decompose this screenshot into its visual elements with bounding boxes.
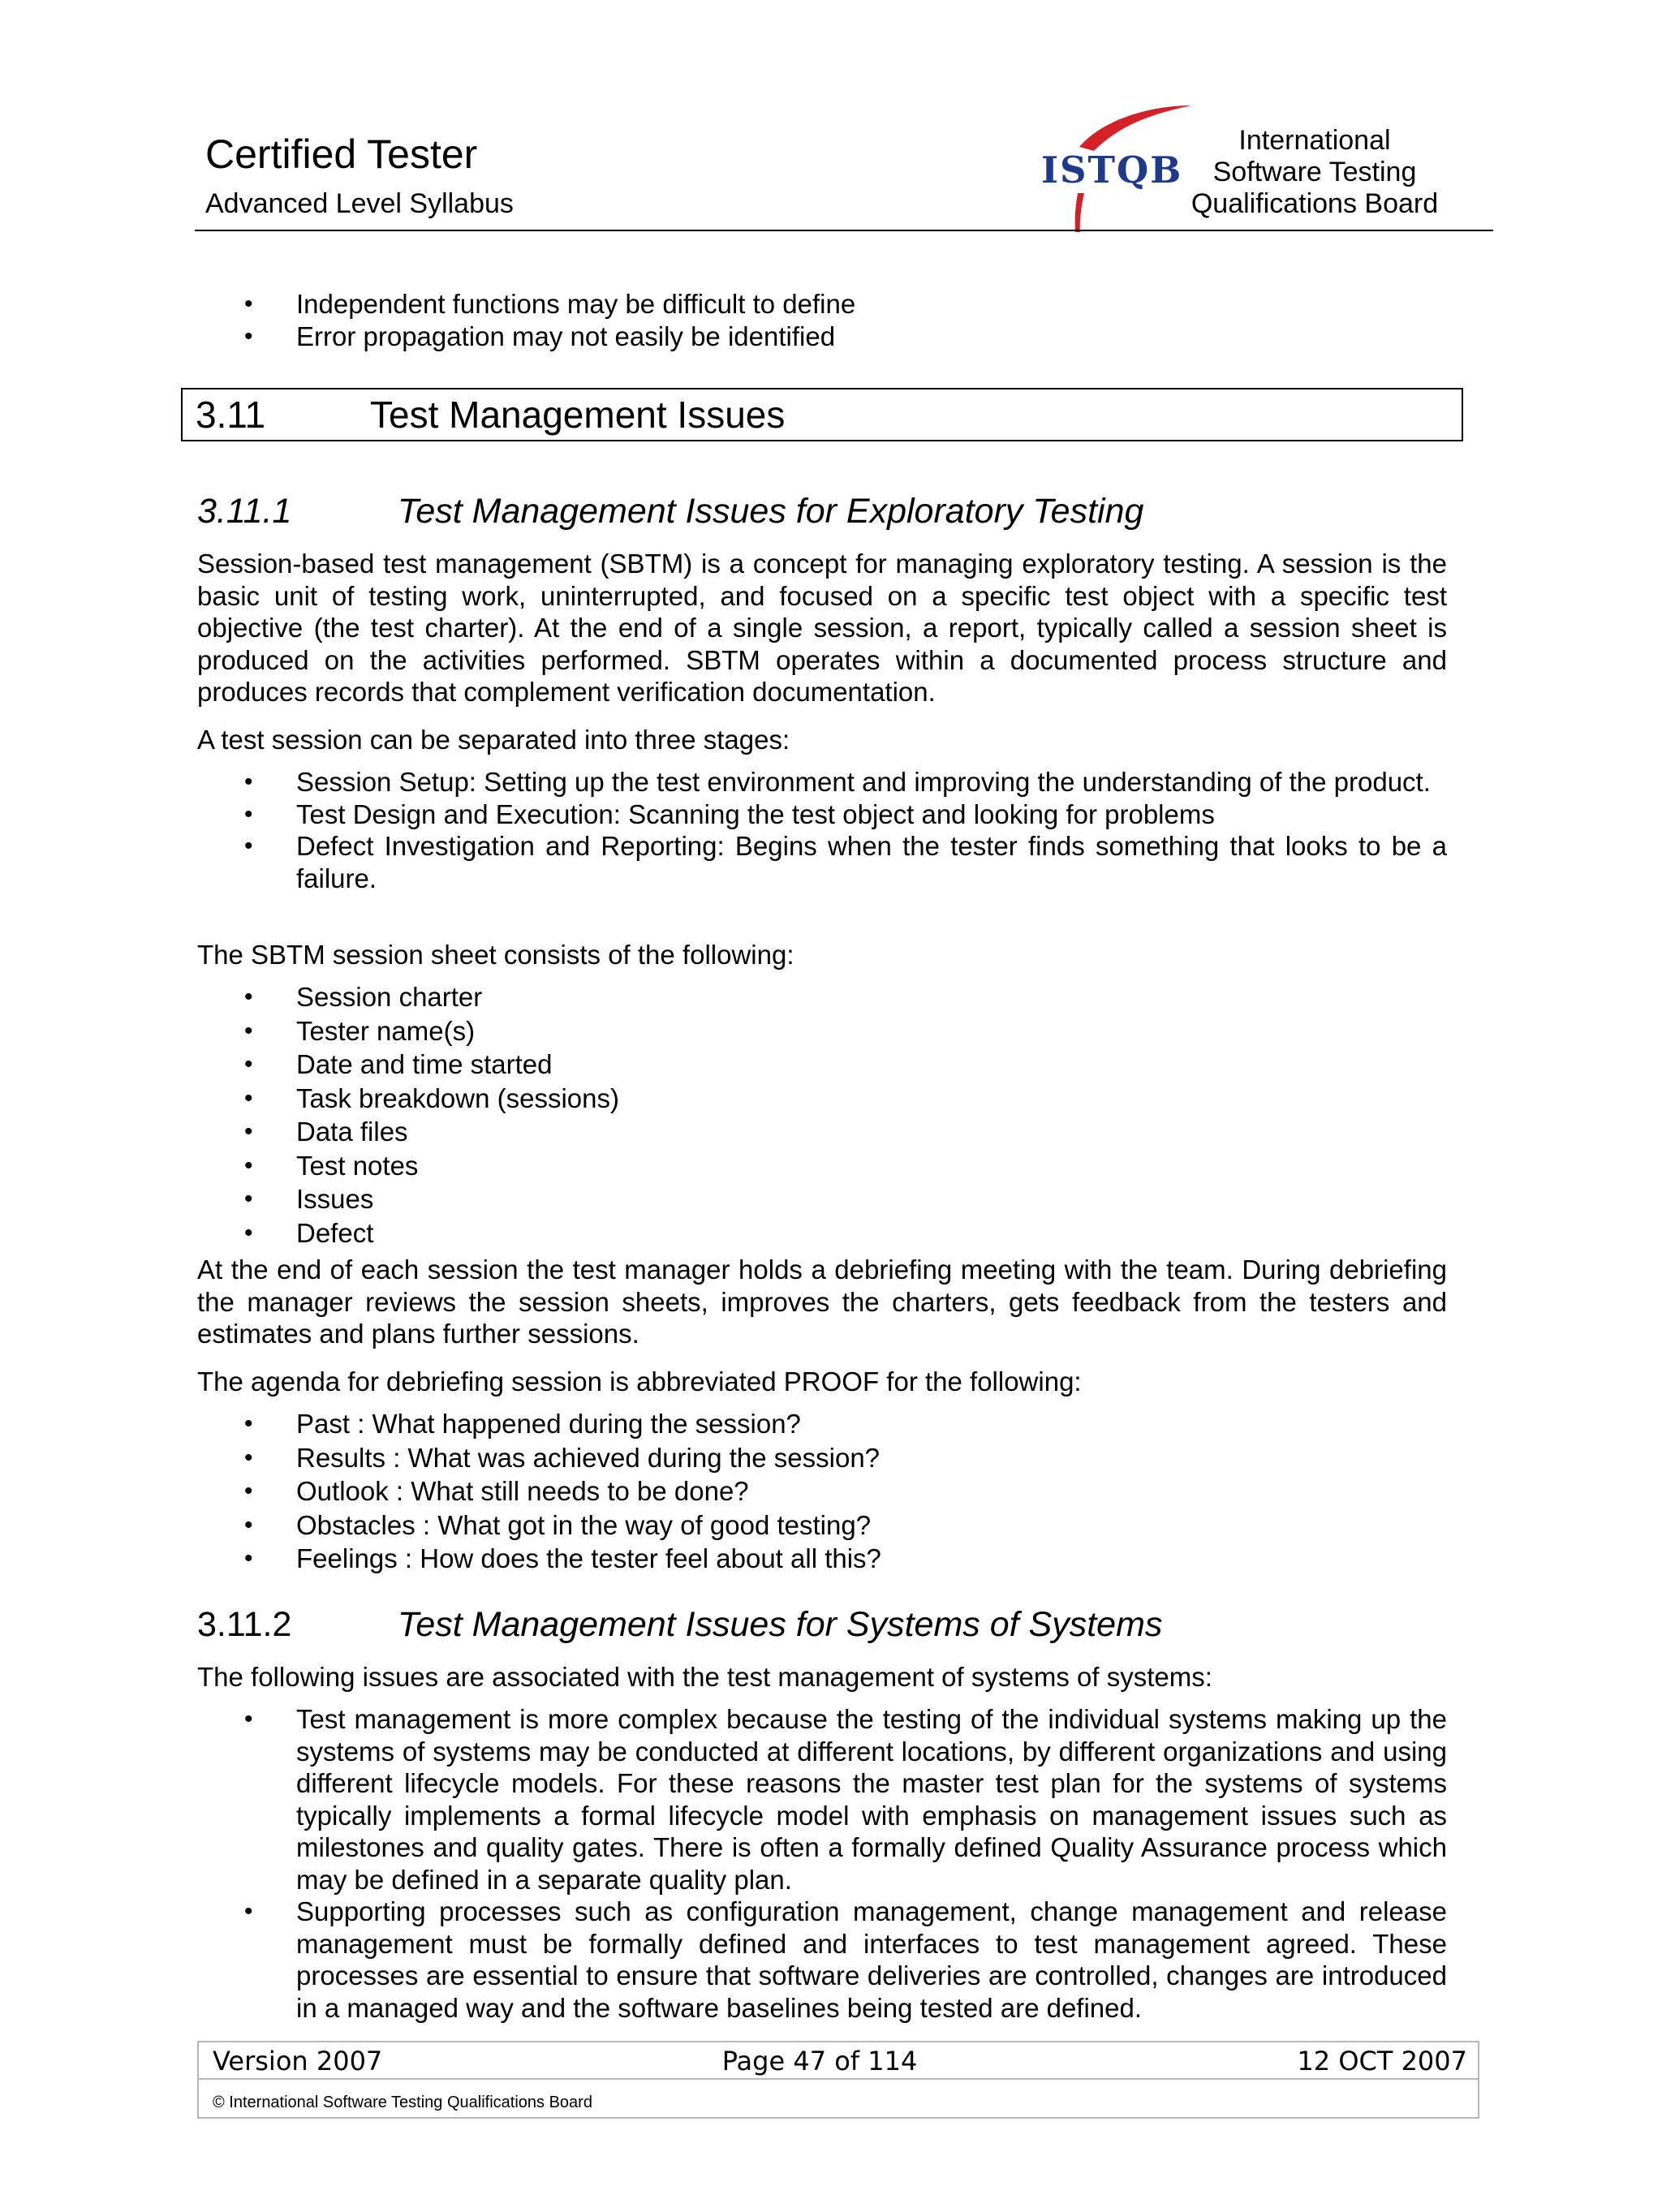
paragraph-debriefing: At the end of each session the test manager holds a debriefing meeting with the team. During debriefing the manager reviews the session sheets, improves the charters, gets feedback from the testers and estimates and plans further sessions. [197, 1254, 1447, 1349]
list-item: • Tester name(s) [197, 1014, 1447, 1048]
list-item: • Test notes [197, 1149, 1447, 1183]
subsection-number: 3.11.1 [197, 492, 292, 531]
paragraph-proof-intro: The agenda for debriefing session is abbreviated PROOF for the following: [197, 1366, 1082, 1396]
org-line-1: International [1238, 125, 1391, 156]
list-item: • Feelings : How does the tester feel about all this? [197, 1542, 1447, 1576]
footer-copyright: © International Software Testing Qualifications Board [213, 2094, 592, 2111]
istqb-wordmark: ISTQB [1041, 148, 1183, 192]
footer-date: 12 OCT 2007 [1297, 2046, 1467, 2076]
list-item: • Supporting processes such as configuration management, change management and release management must be formally defined and interfaces to test management agreed. These processes are essential to ensure that software deliveries are controlled, changes are introduced in a managed way and the software baselines being tested are defined. [197, 1896, 1447, 2024]
header-rule [195, 230, 1493, 231]
list-item: • Independent functions may be difficult to define [197, 288, 1447, 321]
footer-version: Version 2007 [213, 2046, 383, 2076]
proof-list [197, 1407, 1447, 1576]
list-item: • Defect [197, 1216, 1447, 1250]
header-subtitle: Advanced Level Syllabus [205, 188, 514, 219]
subsection-number: 3.11.2 [197, 1605, 292, 1644]
list-item: • Obstacles : What got in the way of good testing? [197, 1508, 1447, 1543]
subsection-title: Test Management Issues for Exploratory Testing [398, 492, 1144, 531]
intro-bullet-list [197, 288, 1447, 352]
paragraph-stages-intro: A test session can be separated into three stages: [197, 725, 790, 755]
paragraph-sbtm: Session-based test management (SBTM) is a concept for managing exploratory testing. A session is the basic unit of testing work, uninterrupted, and focused on a specific test object with a specific test objective (the test charter). At the end of a single session, a report, typically called a session sheet is produced on the activities performed. SBTM operates within a documented process structure and produces records that complement verification documentation. [197, 549, 1447, 707]
list-item: • Outlook : What still needs to be done? [197, 1474, 1447, 1508]
subsection-title: Test Management Issues for Systems of Systems [398, 1605, 1163, 1644]
list-item: • Session Setup: Setting up the test environment and improving the understanding of the product. [197, 766, 1447, 798]
list-item: • Defect Investigation and Reporting: Begins when the tester finds something that looks to be a failure. [197, 830, 1447, 894]
paragraph-sheet-intro: The SBTM session sheet consists of the following: [197, 940, 794, 970]
list-item: • Past : What happened during the session? [197, 1407, 1447, 1441]
list-item: • Date and time started [197, 1048, 1447, 1082]
session-sheet-list [197, 980, 1447, 1250]
list-item: • Issues [197, 1182, 1447, 1216]
org-line-3: Qualifications Board [1191, 188, 1439, 219]
list-item: • Results : What was achieved during the session? [197, 1441, 1447, 1475]
footer-separator [197, 2078, 1479, 2080]
list-item: • Test management is more complex because the testing of the individual systems making up the systems of systems may be conducted at different locations, by different organizations and using different lifecycle models. For these reasons the master test plan for the systems of systems typically implements a formal lifecycle model with emphasis on management issues such as milestones and quality gates. There is often a formally defined Quality Assurance process which may be defined in a separate quality plan. [197, 1703, 1447, 1896]
list-item: • Test Design and Execution: Scanning the test object and looking for problems [197, 798, 1447, 831]
org-line-2: Software Testing [1212, 157, 1417, 187]
footer-page-number: Page 47 of 114 [721, 2046, 918, 2076]
section-number: 3.11 [196, 394, 266, 436]
org-name-block [1169, 125, 1461, 220]
list-item: • Task breakdown (sessions) [197, 1082, 1447, 1116]
list-item: • Data files [197, 1115, 1447, 1149]
swoosh-tail [1075, 193, 1084, 232]
stages-list [197, 766, 1447, 894]
section-title: Test Management Issues [370, 394, 786, 436]
sos-issues-list [197, 1703, 1447, 2024]
header-title: Certified Tester [205, 131, 478, 177]
list-item: • Session charter [197, 980, 1447, 1014]
paragraph-sos-intro: The following issues are associated with the test management of systems of systems: [197, 1662, 1212, 1692]
list-item: • Error propagation may not easily be identified [197, 321, 1447, 353]
